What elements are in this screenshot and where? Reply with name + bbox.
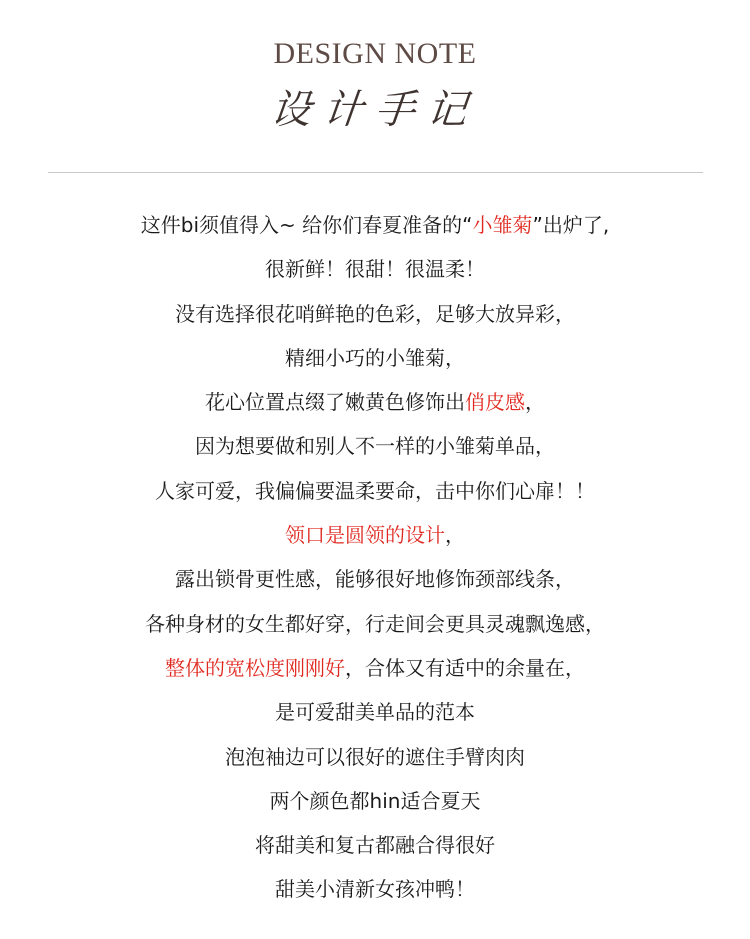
note-text: 花心位置点缀了嫩黄色修饰出 (205, 390, 465, 415)
note-text: 将甜美和复古都融合得很好 (255, 833, 495, 858)
note-text: ，合体又有适中的余量在， (345, 655, 585, 680)
note-text: 这件bi须值得入~ 给你们春夏准备的“ (140, 213, 473, 237)
note-line (0, 735, 750, 779)
note-line (0, 557, 750, 601)
note-text: ”出炉了, (532, 213, 610, 237)
header-divider (48, 172, 703, 173)
note-text: 各种身材的女生都好穿，行走间会更具灵魂飘逸感， (145, 611, 605, 636)
note-text: 泡泡袖边可以很好的遮住手臂肉肉 (225, 744, 525, 769)
note-line (0, 292, 750, 336)
note-text: ， (525, 390, 545, 415)
note-line (0, 646, 750, 690)
note-line (0, 380, 750, 424)
note-text: 很新鲜！很甜！很温柔！ (265, 257, 485, 282)
note-text: 精细小巧的小雏菊， (285, 345, 465, 370)
title-chinese: 设计手记 (268, 87, 482, 133)
note-line (0, 779, 750, 823)
note-line (0, 247, 750, 291)
note-line (0, 424, 750, 468)
highlighted-text: 领口是圆领的设计 (285, 523, 445, 548)
note-text: 没有选择很花哨鲜艳的色彩，足够大放异彩， (175, 301, 575, 326)
note-text: 是可爱甜美单品的范本 (275, 700, 475, 725)
highlighted-text: 俏皮感 (465, 390, 525, 415)
note-text: 人家可爱，我偏偏要温柔要命，击中你们心扉！！ (155, 478, 595, 503)
note-line (0, 203, 750, 247)
note-line (0, 469, 750, 513)
note-text: 因为想要做和别人不一样的小雏菊单品， (195, 434, 555, 459)
design-note-list (0, 203, 750, 912)
highlighted-text: 小雏菊 (472, 213, 533, 237)
title-english: DESIGN NOTE (273, 37, 477, 70)
note-text: 甜美小清新女孩冲鸭！ (275, 877, 475, 902)
note-line (0, 690, 750, 734)
note-line (0, 336, 750, 380)
note-line (0, 602, 750, 646)
highlighted-text: 整体的宽松度刚刚好 (165, 655, 345, 680)
note-line (0, 867, 750, 911)
design-note-header (0, 0, 750, 175)
note-text: 露出锁骨更性感，能够很好地修饰颈部线条， (175, 567, 575, 592)
note-line (0, 513, 750, 557)
note-text: ， (445, 523, 465, 548)
note-line (0, 823, 750, 867)
note-text: 两个颜色都hin适合夏天 (269, 788, 481, 813)
